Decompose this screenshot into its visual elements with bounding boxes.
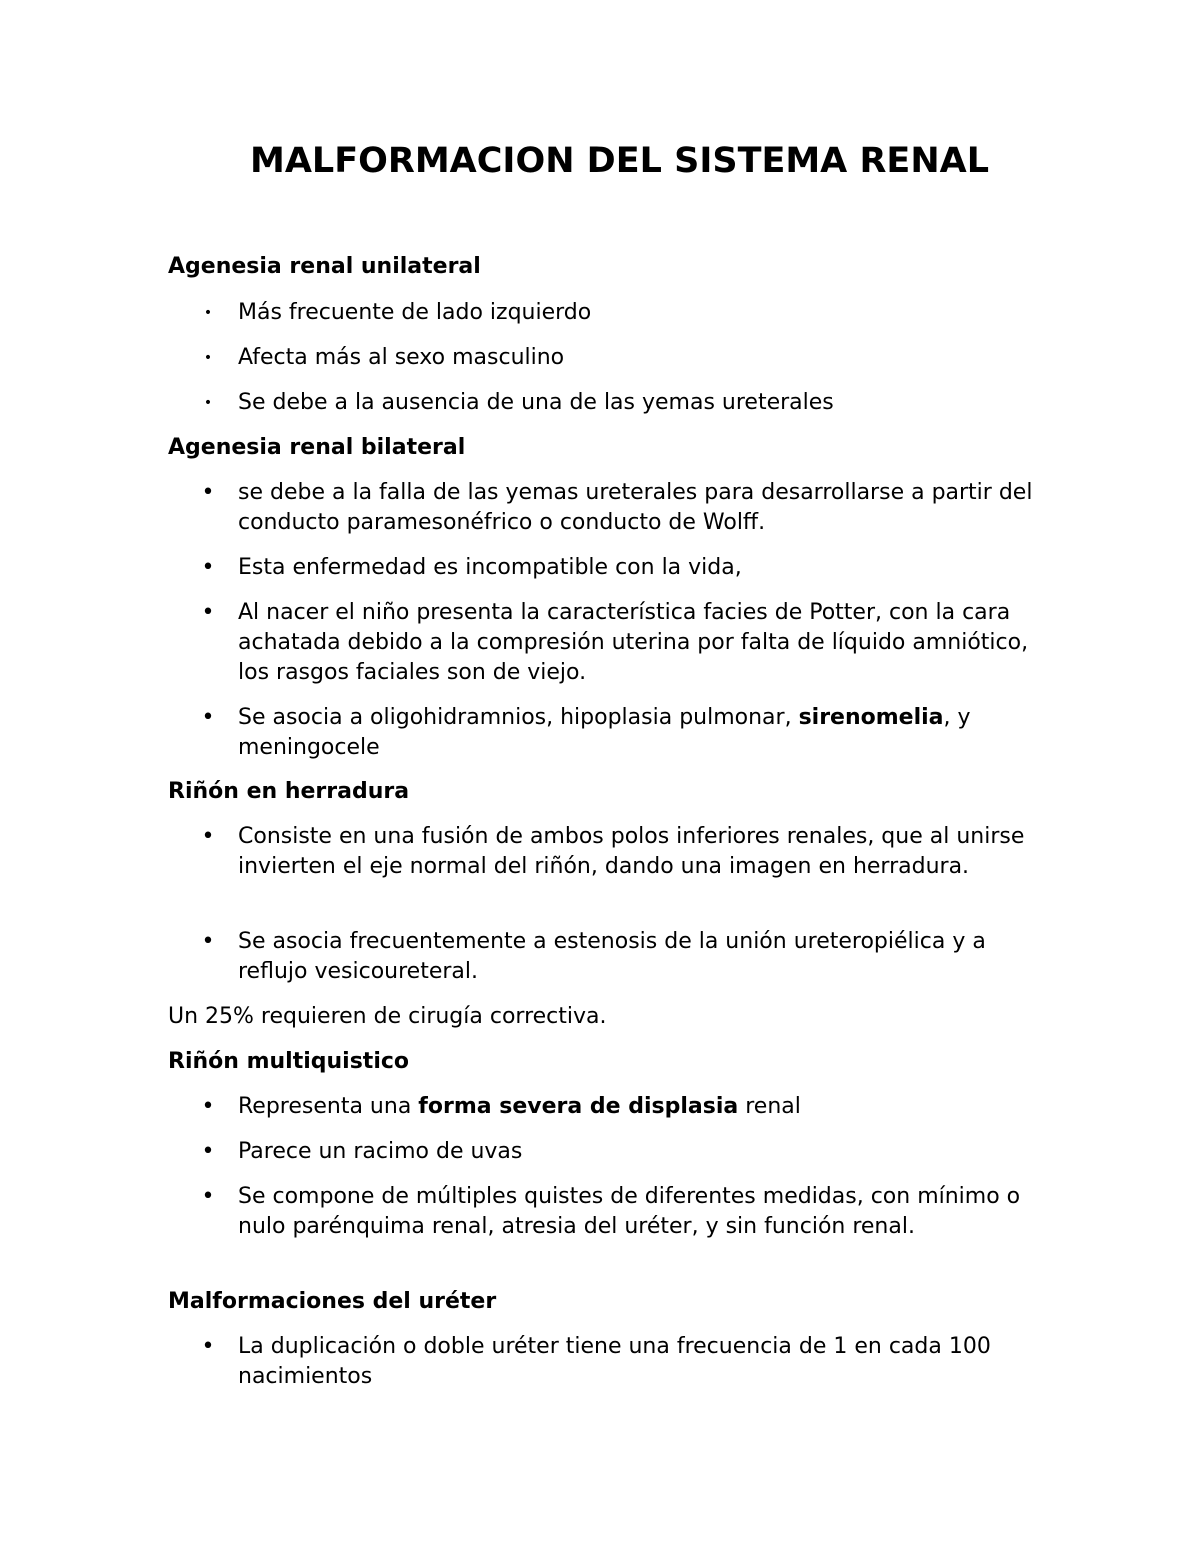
list-item (198, 927, 1048, 987)
list-item-text (238, 703, 1038, 763)
bullet-icon: • (201, 929, 215, 954)
section-heading-rinon-herradura: Riñón en herradura (168, 779, 410, 804)
list-item-text (238, 1092, 1038, 1122)
list-item-text: Parece un racimo de uvas (238, 1139, 523, 1164)
bullet-icon: • (201, 600, 215, 625)
list-item (198, 1182, 1048, 1242)
bullet-icon: • (201, 555, 215, 580)
bullet-icon: • (201, 705, 215, 730)
bullet-icon: • (201, 1094, 215, 1119)
list-item-text: Afecta más al sexo masculino (238, 345, 565, 370)
bullet-icon: • (201, 1334, 215, 1359)
bullet-icon: • (201, 480, 215, 505)
list-item-text: Se debe a la ausencia de una de las yemas ureterales (238, 390, 834, 415)
list-item-text: Se asocia frecuentemente a estenosis de la unión ureteropiélica y a reflujo vesicoureteral. (238, 929, 986, 984)
list-item (198, 298, 1048, 328)
section-heading-malformaciones-ureter: Malformaciones del uréter (168, 1289, 497, 1314)
document-title: MALFORMACION DEL SISTEMA RENAL (250, 141, 989, 181)
list-item-text: La duplicación o doble uréter tiene una frecuencia de 1 en cada 100 nacimientos (238, 1334, 991, 1389)
list-item (198, 1137, 1048, 1167)
list-item (198, 822, 1048, 882)
list-item-text-part: , y meningocele (238, 705, 971, 760)
list-item (198, 1332, 1048, 1392)
list-item-text: Al nacer el niño presenta la característica facies de Potter, con la cara achatada debido a la compresión uterina por falta de líquido amniótico, los rasgos faciales son de viejo. (238, 600, 1029, 685)
section-heading-rinon-multiquistico: Riñón multiquistico (168, 1049, 410, 1074)
list-item (198, 703, 1048, 763)
bullet-icon: • (203, 305, 213, 321)
list-item (198, 478, 1048, 538)
bullet-icon: • (203, 350, 213, 366)
list-item (198, 388, 1048, 418)
list-item-text: se debe a la falla de las yemas ureterales para desarrollarse a partir del conducto paramesonéfrico o conducto de Wolff. (238, 480, 1033, 535)
bullet-icon: • (201, 1139, 215, 1164)
section-heading-agenesia-bilateral: Agenesia renal bilateral (168, 435, 466, 460)
bullet-icon: • (201, 1184, 215, 1209)
list-item (198, 598, 1048, 688)
list-item (198, 1092, 1048, 1122)
paragraph-note: Un 25% requieren de cirugía correctiva. (168, 1004, 607, 1029)
list-item-text: Consiste en una fusión de ambos polos inferiores renales, que al unirse invierten el eje normal del riñón, dando una imagen en herradura. (238, 824, 1025, 879)
list-item-text-part: renal (738, 1094, 801, 1119)
list-item-text: Esta enfermedad es incompatible con la vida, (238, 555, 742, 580)
bold-term-sirenomelia: sirenomelia (798, 705, 944, 730)
bold-term-displasia: forma severa de displasia (418, 1094, 739, 1119)
bullet-icon: • (201, 824, 215, 849)
list-item-text-part: Se asocia a oligohidramnios, hipoplasia pulmonar, (238, 705, 799, 730)
section-heading-agenesia-unilateral: Agenesia renal unilateral (168, 254, 481, 279)
list-item-text: Más frecuente de lado izquierdo (238, 300, 592, 325)
bullet-icon: • (203, 395, 213, 411)
list-item (198, 343, 1048, 373)
list-item (198, 553, 1048, 583)
list-item-text: Se compone de múltiples quistes de diferentes medidas, con mínimo o nulo parénquima renal, atresia del uréter, y sin función renal. (238, 1184, 1021, 1239)
list-item-text-part: Representa una (238, 1094, 419, 1119)
